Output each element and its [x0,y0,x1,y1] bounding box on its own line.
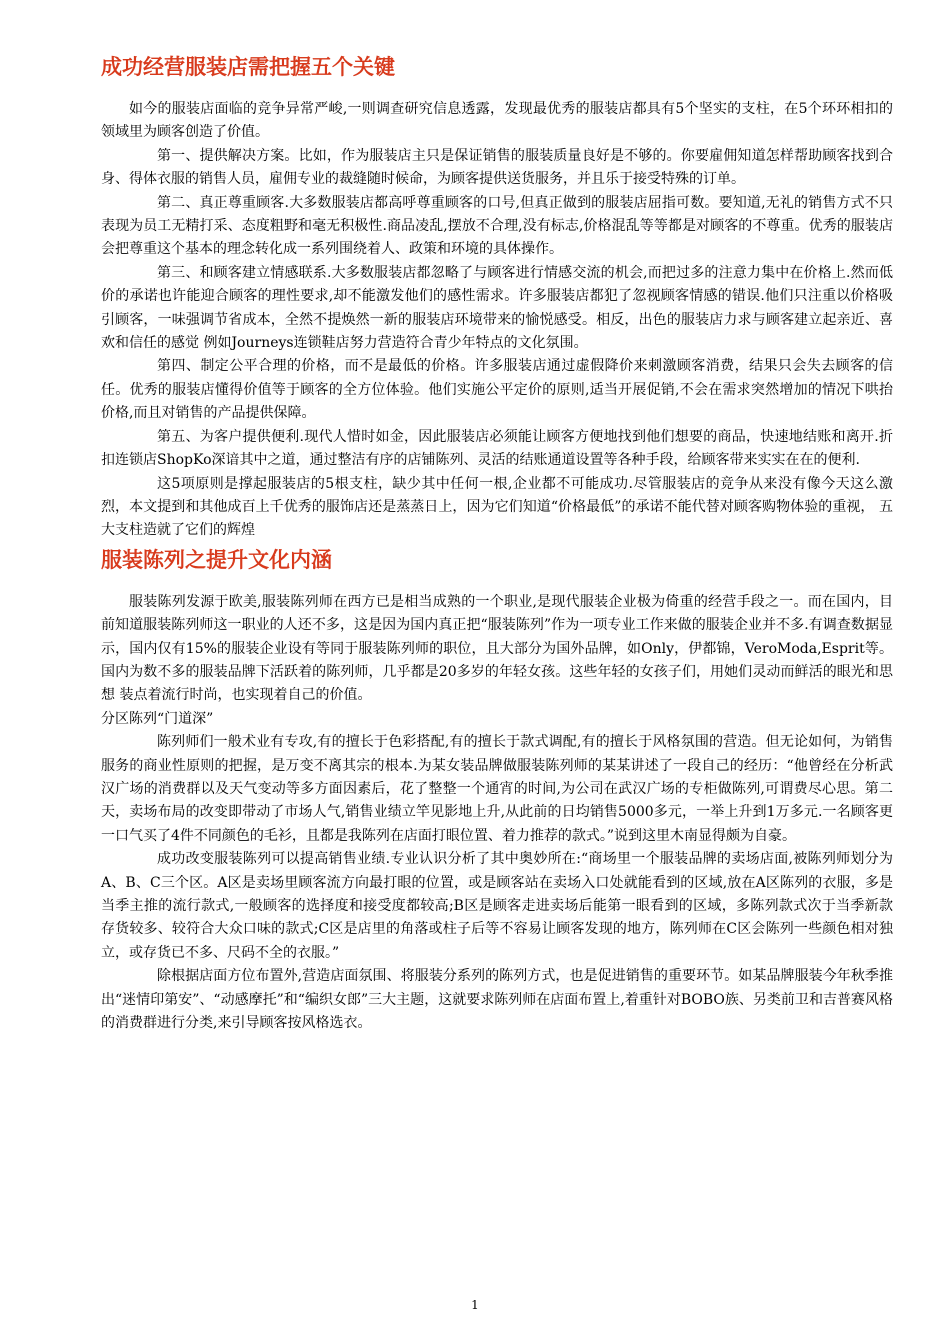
paragraph: 服装陈列发源于欧美,服装陈列师在西方已是相当成熟的一个职业,是现代服装企业极为倚重的经营手段之一。而在国内，目前知道服装陈列师这一职业的人还不多，这是因为国内真正把“服装陈列”作为一项专业工作来做的服装企业并不多.有调查数据显示，国内仅有15%的服装企业设有等同于服装陈列师的职位，且大部分为国外品牌，如Only，伊都锦，VeroModa,Esprit等。国内为数不多的服装品牌下活跃着的陈列师，几乎都是20多岁的年轻女孩。这些年轻的女孩子们，用她们灵动而鲜活的眼光和思想 装点着流行时尚，也实现着自己的价值。 [101,593,893,704]
article-title-1: 成功经营服装店需把握五个关键 [101,55,395,79]
paragraph: 除根据店面方位布置外,营造店面氛围、将服装分系列的陈列方式，也是促进销售的重要环节。如某品牌服装今年秋季推出“迷情印第安”、“动感摩托”和“编织女郎”三大主题，这就要求陈列师在店面布置上,着重针对BOBO族、另类前卫和吉普赛风格的消费群进行分类,来引导顾客按风格选衣。 [101,968,893,1032]
paragraph: 如今的服装店面临的竞争异常严峻,一则调查研究信息透露，发现最优秀的服装店都具有5个坚实的支柱，在5个环环相扣的领域里为顾客创造了价值。 [101,101,893,141]
paragraph: 这5项原则是撑起服装店的5根支柱，缺少其中任何一根,企业都不可能成功.尽管服装店的竞争从来没有像今天这么激烈，本文提到和其他成百上千优秀的服饰店还是蒸蒸日上，因为它们知道“价格最低”的承诺不能代替对顾客购物体验的重视， 五大支柱造就了它们的辉煌 [101,475,893,539]
paragraph: 第一、提供解决方案。比如，作为服装店主只是保证销售的服装质量良好是不够的。你要雇佣知道怎样帮助顾客找到合身、得体衣服的销售人员，雇佣专业的裁缝随时候命，为顾客提供送货服务，并且乐于接受特殊的订单。 [101,147,893,188]
paragraph: 第四、制定公平合理的价格，而不是最低的价格。许多服装店通过虚假降价来刺激顾客消费，结果只会失去顾客的信任。优秀的服装店懂得价值等于顾客的全方位体验。他们实施公平定价的原则,适当开展促销,不会在需求突然增加的情况下哄抬价格,而且对销售的产品提供保障。 [101,358,893,422]
paragraph: 成功改变服装陈列可以提高销售业绩.专业认识分析了其中奥妙所在:“商场里一个服装品牌的卖场店面,被陈列师划分为A、B、C三个区。A区是卖场里顾客流方向最打眼的位置，或是顾客站在卖场入口处就能看到的区域,放在A区陈列的衣服，多是当季主推的流行款式,一般顾客的选择度和接受度都较高;B区是顾客走进卖场后能第一眼看到的区域，多陈列款式次于当季新款 存货较多、较符合大众口味的款式;C区是店里的角落或柱子后等不容易让顾客发现的地方，陈列师在C区会陈列一些颜色相对独立，或存货已不多、尺码不全的衣服。” [101,851,893,961]
paragraph: 第三、和顾客建立情感联系.大多数服装店都忽略了与顾客进行情感交流的机会,而把过多的注意力集中在价格上.然而低价的承诺也许能迎合顾客的理性要求,却不能激发他们的感性需求。许多服装店都犯了忽视顾客情感的错误.他们只注重以价格吸引顾客，一味强调节省成本，全然不提焕然一新的服装店环境带来的愉悦感受。相反，出色的服装店力求与顾客建立起亲近、喜欢和信任的感觉 例如Journeys连锁鞋店努力营造符合青少年特点的文化氛围。 [101,264,893,352]
subheading: 分区陈列“门道深” [101,710,214,727]
page-number: 1 [471,1298,479,1312]
document-page [101,52,893,1035]
paragraph: 陈列师们一般术业有专攻,有的擅长于色彩搭配,有的擅长于款式调配,有的擅长于风格氛围的营造。但无论如何，为销售服务的商业性原则的把握，是万变不离其宗的根本.为某女装品牌做服装陈列师的某某讲述了一段自己的经历：“他曾经在分析武汉广场的消费群以及天气变动等多方面因素后，花了整整一个通宵的时间,为公司在武汉广场的专柜做陈列,可谓费尽心思。第二天，卖场布局的改变即带动了市场人气,销售业绩立竿见影地上升,从此前的日均销售5000多元，一举上升到1万多元.一名顾客更一口气买了4件不同颜色的毛衫，且都是我陈列在店面打眼位置、着力推荐的款式。”说到这里木南显得颇为自豪。 [101,734,893,844]
paragraph: 第五、为客户提供便利.现代人惜时如金，因此服装店必须能让顾客方便地找到他们想要的商品，快速地结账和离开.折扣连锁店ShopKo深谙其中之道，通过整洁有序的店铺陈列、灵活的结账通道设置等各种手段，给顾客带来实实在在的便利. [101,428,893,469]
article-title-2: 服装陈列之提升文化内涵 [101,547,332,572]
paragraph: 第二、真正尊重顾客.大多数服装店都高呼尊重顾客的口号,但真正做到的服装店屈指可数。要知道,无礼的销售方式不只表现为员工无精打采、态度粗野和毫无积极性.商品凌乱,摆放不合理,没有标志,价格混乱等等都是对顾客的不尊重。优秀的服装店会把尊重这个基本的理念转化成一系列围绕着人、政策和环境的具体操作。 [101,194,893,258]
